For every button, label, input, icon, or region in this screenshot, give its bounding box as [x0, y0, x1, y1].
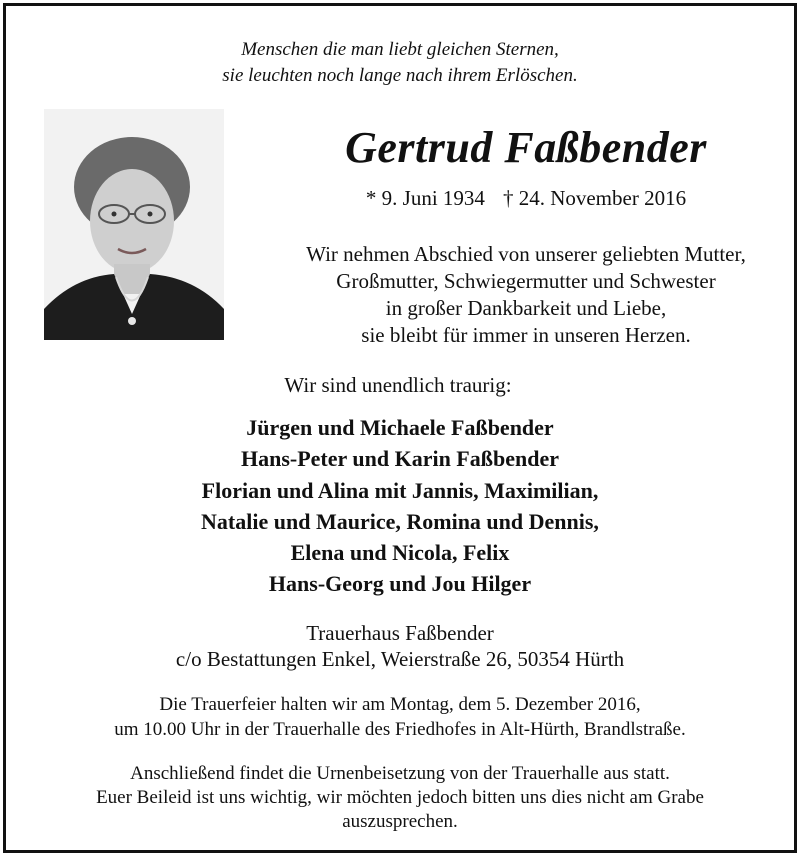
- ceremony-line-2: um 10.00 Uhr in der Trauerhalle des Friedhofes in Alt-Hürth, Brandlstraße.: [114, 719, 686, 740]
- motto-line-1: Menschen die man liebt gleichen Sternen,: [241, 39, 559, 60]
- obituary-frame: [3, 3, 797, 853]
- family-line-4: Natalie und Maurice, Romina und Dennis,: [201, 509, 599, 534]
- family-line-6: Hans-Georg und Jou Hilger: [268, 571, 532, 596]
- family-line-5: Elena und Nicola, Felix: [290, 540, 510, 565]
- mourning-intro: Wir sind unendlich traurig:: [284, 373, 512, 397]
- closing-line-1: Anschließend findet die Urnenbeisetzung von der Trauerhalle aus statt.: [130, 763, 670, 784]
- family-line-1: Jürgen und Michaele Faßbender: [246, 415, 554, 440]
- portrait-photo: [44, 109, 224, 340]
- deceased-name: Gertrud Faßbender: [345, 123, 707, 172]
- ceremony-line-1: Die Trauerfeier halten wir am Montag, dem 5. Dezember 2016,: [159, 694, 641, 715]
- closing-line-3: auszusprechen.: [342, 811, 458, 832]
- family-line-3: Florian und Alina mit Jannis, Maximilian,: [201, 478, 599, 503]
- closing-line-2: Euer Beileid ist uns wichtig, wir möchten jedoch bitten uns dies nicht am Grabe: [96, 787, 704, 808]
- life-dates: [236, 186, 800, 211]
- address-line-2: c/o Bestattungen Enkel, Weierstraße 26, 50354 Hürth: [175, 647, 625, 671]
- farewell-line-2: Großmutter, Schwiegermutter und Schwester: [336, 269, 716, 293]
- family-line-2: Hans-Peter und Karin Faßbender: [240, 446, 559, 471]
- farewell-line-4: sie bleibt für immer in unseren Herzen.: [361, 323, 691, 347]
- death-date: † 24. November 2016: [502, 186, 687, 210]
- motto-line-2: sie leuchten noch lange nach ihrem Erlöschen.: [222, 65, 578, 86]
- farewell-line-3: in großer Dankbarkeit und Liebe,: [385, 296, 667, 320]
- address-line-1: Trauerhaus Faßbender: [306, 621, 494, 645]
- farewell-line-1: Wir nehmen Abschied von unserer geliebten Mutter,: [306, 242, 746, 266]
- birth-date: * 9. Juni 1934: [365, 186, 485, 210]
